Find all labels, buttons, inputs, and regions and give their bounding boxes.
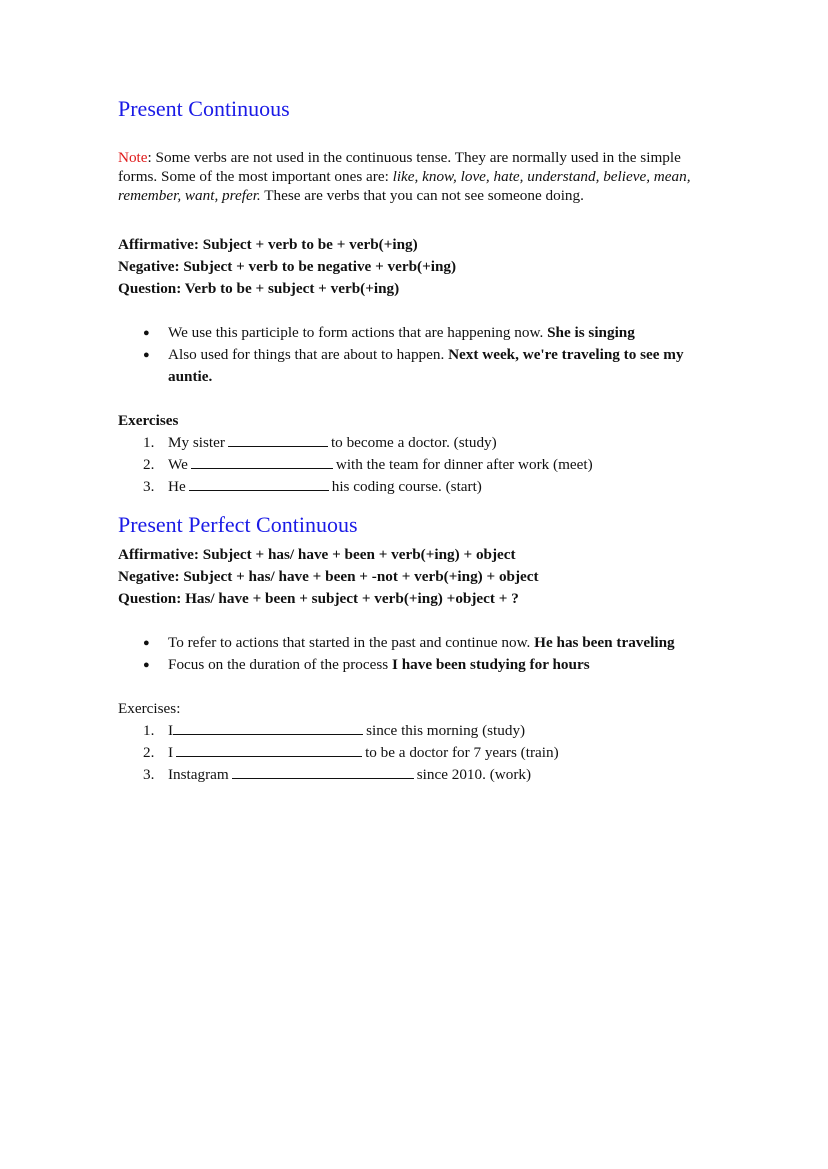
exercise-item	[143, 432, 718, 454]
exercise-item	[143, 742, 718, 764]
rule-negative: Negative: Subject + verb to be negative + verb(+ing)	[118, 258, 457, 275]
exercise-number: 1.	[143, 434, 155, 451]
exercise-number: 3.	[143, 766, 155, 783]
usage-text: Also used for things that are about to happen.	[168, 346, 449, 363]
exercise-text: I	[168, 722, 174, 739]
exercise-text: with the team for dinner after work (meet)	[335, 456, 593, 473]
exercise-text: his coding course. (start)	[331, 478, 482, 495]
note-text-end: These are verbs that you can not see someone doing.	[260, 187, 584, 204]
answer-blank[interactable]	[173, 720, 363, 735]
exercise-text: He	[168, 478, 186, 495]
rule-question: Question: Verb to be + subject + verb(+ing)	[118, 280, 400, 297]
answer-blank[interactable]	[232, 764, 414, 779]
exercise-text: since this morning (study)	[366, 722, 526, 739]
usage-text: We use this participle to form actions that are happening now.	[168, 324, 548, 341]
usage-example: I have been studying for hours	[391, 656, 590, 673]
exercise-text: to be a doctor for 7 years (train)	[365, 744, 559, 761]
exercise-text: My sister	[168, 434, 225, 451]
exercise-text: to become a doctor. (study)	[330, 434, 497, 451]
exercises-heading: Exercises:	[118, 700, 181, 717]
exercise-number: 3.	[143, 478, 155, 495]
exercises-heading: Exercises	[118, 412, 179, 429]
usage-example: She is singing	[547, 324, 635, 341]
rule-affirmative: Affirmative: Subject + has/ have + been + verb(+ing) + object	[118, 546, 516, 563]
exercise-list	[118, 720, 718, 786]
usage-text: To refer to actions that started in the past and continue now.	[168, 634, 535, 651]
note-paragraph	[118, 148, 718, 205]
exercise-list	[118, 432, 718, 498]
exercise-text: We	[168, 456, 188, 473]
exercise-number: 2.	[143, 744, 155, 761]
section-title-present-continuous: Present Continuous	[118, 96, 290, 121]
usage-item	[168, 632, 688, 654]
structure-rules	[118, 234, 718, 300]
usage-list	[118, 632, 688, 676]
exercise-item	[143, 720, 718, 742]
rule-affirmative: Affirmative: Subject + verb to be + verb(+ing)	[118, 236, 418, 253]
answer-blank[interactable]	[176, 742, 362, 757]
usage-text: Focus on the duration of the process	[168, 656, 392, 673]
usage-example: He has been traveling	[534, 634, 675, 651]
usage-item	[168, 322, 718, 344]
structure-rules	[118, 544, 718, 610]
exercise-text: since 2010. (work)	[416, 766, 532, 783]
answer-blank[interactable]	[189, 476, 329, 491]
usage-item	[168, 654, 688, 676]
exercise-number: 2.	[143, 456, 155, 473]
exercise-item	[143, 454, 718, 476]
note-label: Note	[118, 149, 148, 166]
note-verbs-list: like, know, love, hate, understand, believe, mean, remember, want, prefer.	[118, 168, 691, 204]
usage-list	[118, 322, 718, 388]
section-title-present-perfect-continuous: Present Perfect Continuous	[118, 512, 358, 537]
note-text-start: : Some verbs are not used in the continuous tense. They are normally used in the simple forms. Some of the most important ones are:	[118, 149, 681, 185]
exercise-text: I	[168, 744, 174, 761]
exercise-item	[143, 764, 718, 786]
document-page	[118, 96, 718, 786]
answer-blank[interactable]	[191, 454, 333, 469]
rule-question: Question: Has/ have + been + subject + verb(+ing) +object + ?	[118, 590, 519, 607]
usage-example: Next week, we're traveling to see my auntie.	[168, 346, 684, 385]
exercise-text: Instagram	[168, 766, 229, 783]
exercise-item	[143, 476, 718, 498]
rule-negative: Negative: Subject + has/ have + been + -not + verb(+ing) + object	[118, 568, 539, 585]
answer-blank[interactable]	[228, 432, 328, 447]
usage-item	[168, 344, 718, 388]
exercise-number: 1.	[143, 722, 155, 739]
